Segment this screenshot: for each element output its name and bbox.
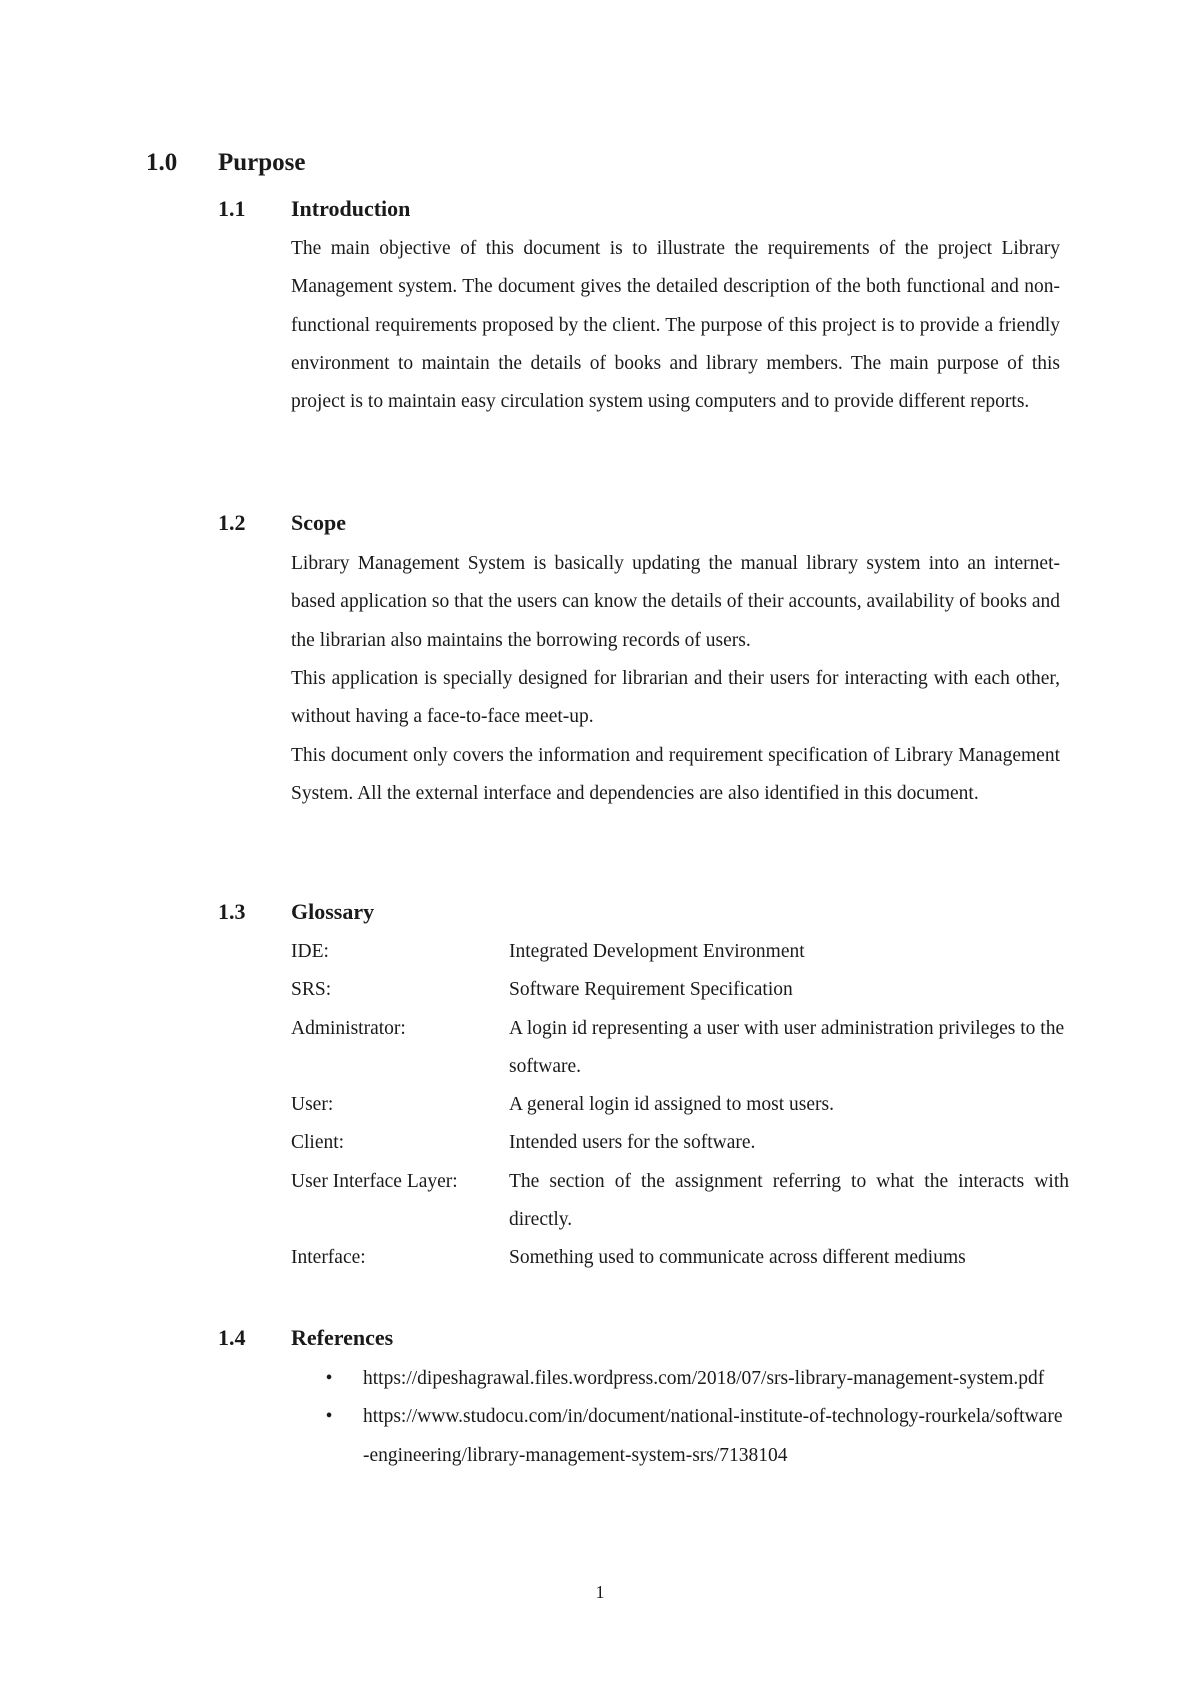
section-heading-purpose: [146, 146, 306, 180]
glossary-definition: A general login id assigned to most users.: [509, 1094, 834, 1116]
subsection-title: Scope: [291, 510, 346, 535]
glossary-row: [291, 1239, 1071, 1277]
bullet-icon: •: [325, 1368, 333, 1389]
glossary-definition: A login id representing a user with user administration privileges to the software.: [509, 1017, 1065, 1077]
glossary-table: [291, 933, 1071, 1278]
glossary-row: [291, 1086, 1071, 1124]
scope-paragraph-3: This document only covers the information and requirement specification of Library Management System. All the external interface and dependencies are also identified in this document.: [291, 745, 1060, 805]
introduction-paragraph: The main objective of this document is to illustrate the requirements of the project Library Management system. The document gives the detailed description of the both functional and non-functional requirements proposed by the client. The purpose of this project is to provide a friendly environment to maintain the details of books and library members. The main purpose of this project is to maintain easy circulation system using computers and to provide different reports.: [291, 238, 1060, 413]
subsection-heading-introduction: [218, 194, 410, 224]
section-title: Purpose: [218, 149, 306, 176]
subsection-number: 1.1: [218, 196, 246, 221]
subsection-heading-references: [218, 1323, 393, 1353]
glossary-definition: Software Requirement Specification: [509, 979, 793, 1001]
glossary-row: [291, 1010, 1071, 1087]
scope-paragraph-2: This application is specially designed for librarian and their users for interacting with each other, without having a face-to-face meet-up.: [291, 668, 1060, 728]
glossary-term: Client:: [291, 1132, 345, 1154]
subsection-heading-glossary: [218, 897, 374, 927]
glossary-term: SRS:: [291, 979, 332, 1001]
subsection-title: Glossary: [291, 899, 375, 924]
subsection-number: 1.2: [218, 510, 246, 535]
subsection-heading-scope: [218, 508, 346, 538]
reference-link[interactable]: https://dipeshagrawal.files.wordpress.com/2018/07/srs-library-management-system.pdf: [363, 1368, 1045, 1389]
subsection-number: 1.3: [218, 899, 246, 924]
glossary-definition: Integrated Development Environment: [509, 941, 805, 962]
glossary-row: [291, 1163, 1071, 1240]
subsection-number: 1.4: [218, 1325, 246, 1350]
references-list: [291, 1360, 1071, 1475]
scope-paragraph-1: Library Management System is basically updating the manual library system into an internet-based application so that the users can know the details of their accounts, availability of books and the librarian also maintains the borrowing records of users.: [291, 553, 1060, 651]
subsection-title: References: [291, 1325, 394, 1350]
glossary-row: [291, 971, 1071, 1009]
glossary-definition: Intended users for the software.: [509, 1132, 756, 1154]
glossary-term: Interface:: [291, 1247, 366, 1269]
glossary-term: IDE:: [291, 941, 329, 962]
glossary-term: User:: [291, 1094, 334, 1116]
reference-link[interactable]: https://www.studocu.com/in/document/national-institute-of-technology-rourkela/software-engineering/library-management-system-srs/7138104: [363, 1406, 1063, 1466]
page-number: 1: [595, 1582, 605, 1602]
bullet-icon: •: [325, 1406, 333, 1428]
section-number: 1.0: [146, 149, 178, 176]
subsection-title: Introduction: [291, 196, 411, 221]
glossary-term: User Interface Layer:: [291, 1170, 458, 1192]
glossary-term: Administrator:: [291, 1017, 406, 1039]
glossary-row: [291, 1124, 1071, 1162]
glossary-row: [291, 933, 1071, 971]
reference-item: [291, 1398, 1071, 1475]
reference-item: [291, 1360, 1071, 1398]
glossary-definition: Something used to communicate across different mediums: [509, 1247, 966, 1269]
glossary-definition: The section of the assignment referring to what the interacts with directly.: [509, 1170, 1069, 1231]
